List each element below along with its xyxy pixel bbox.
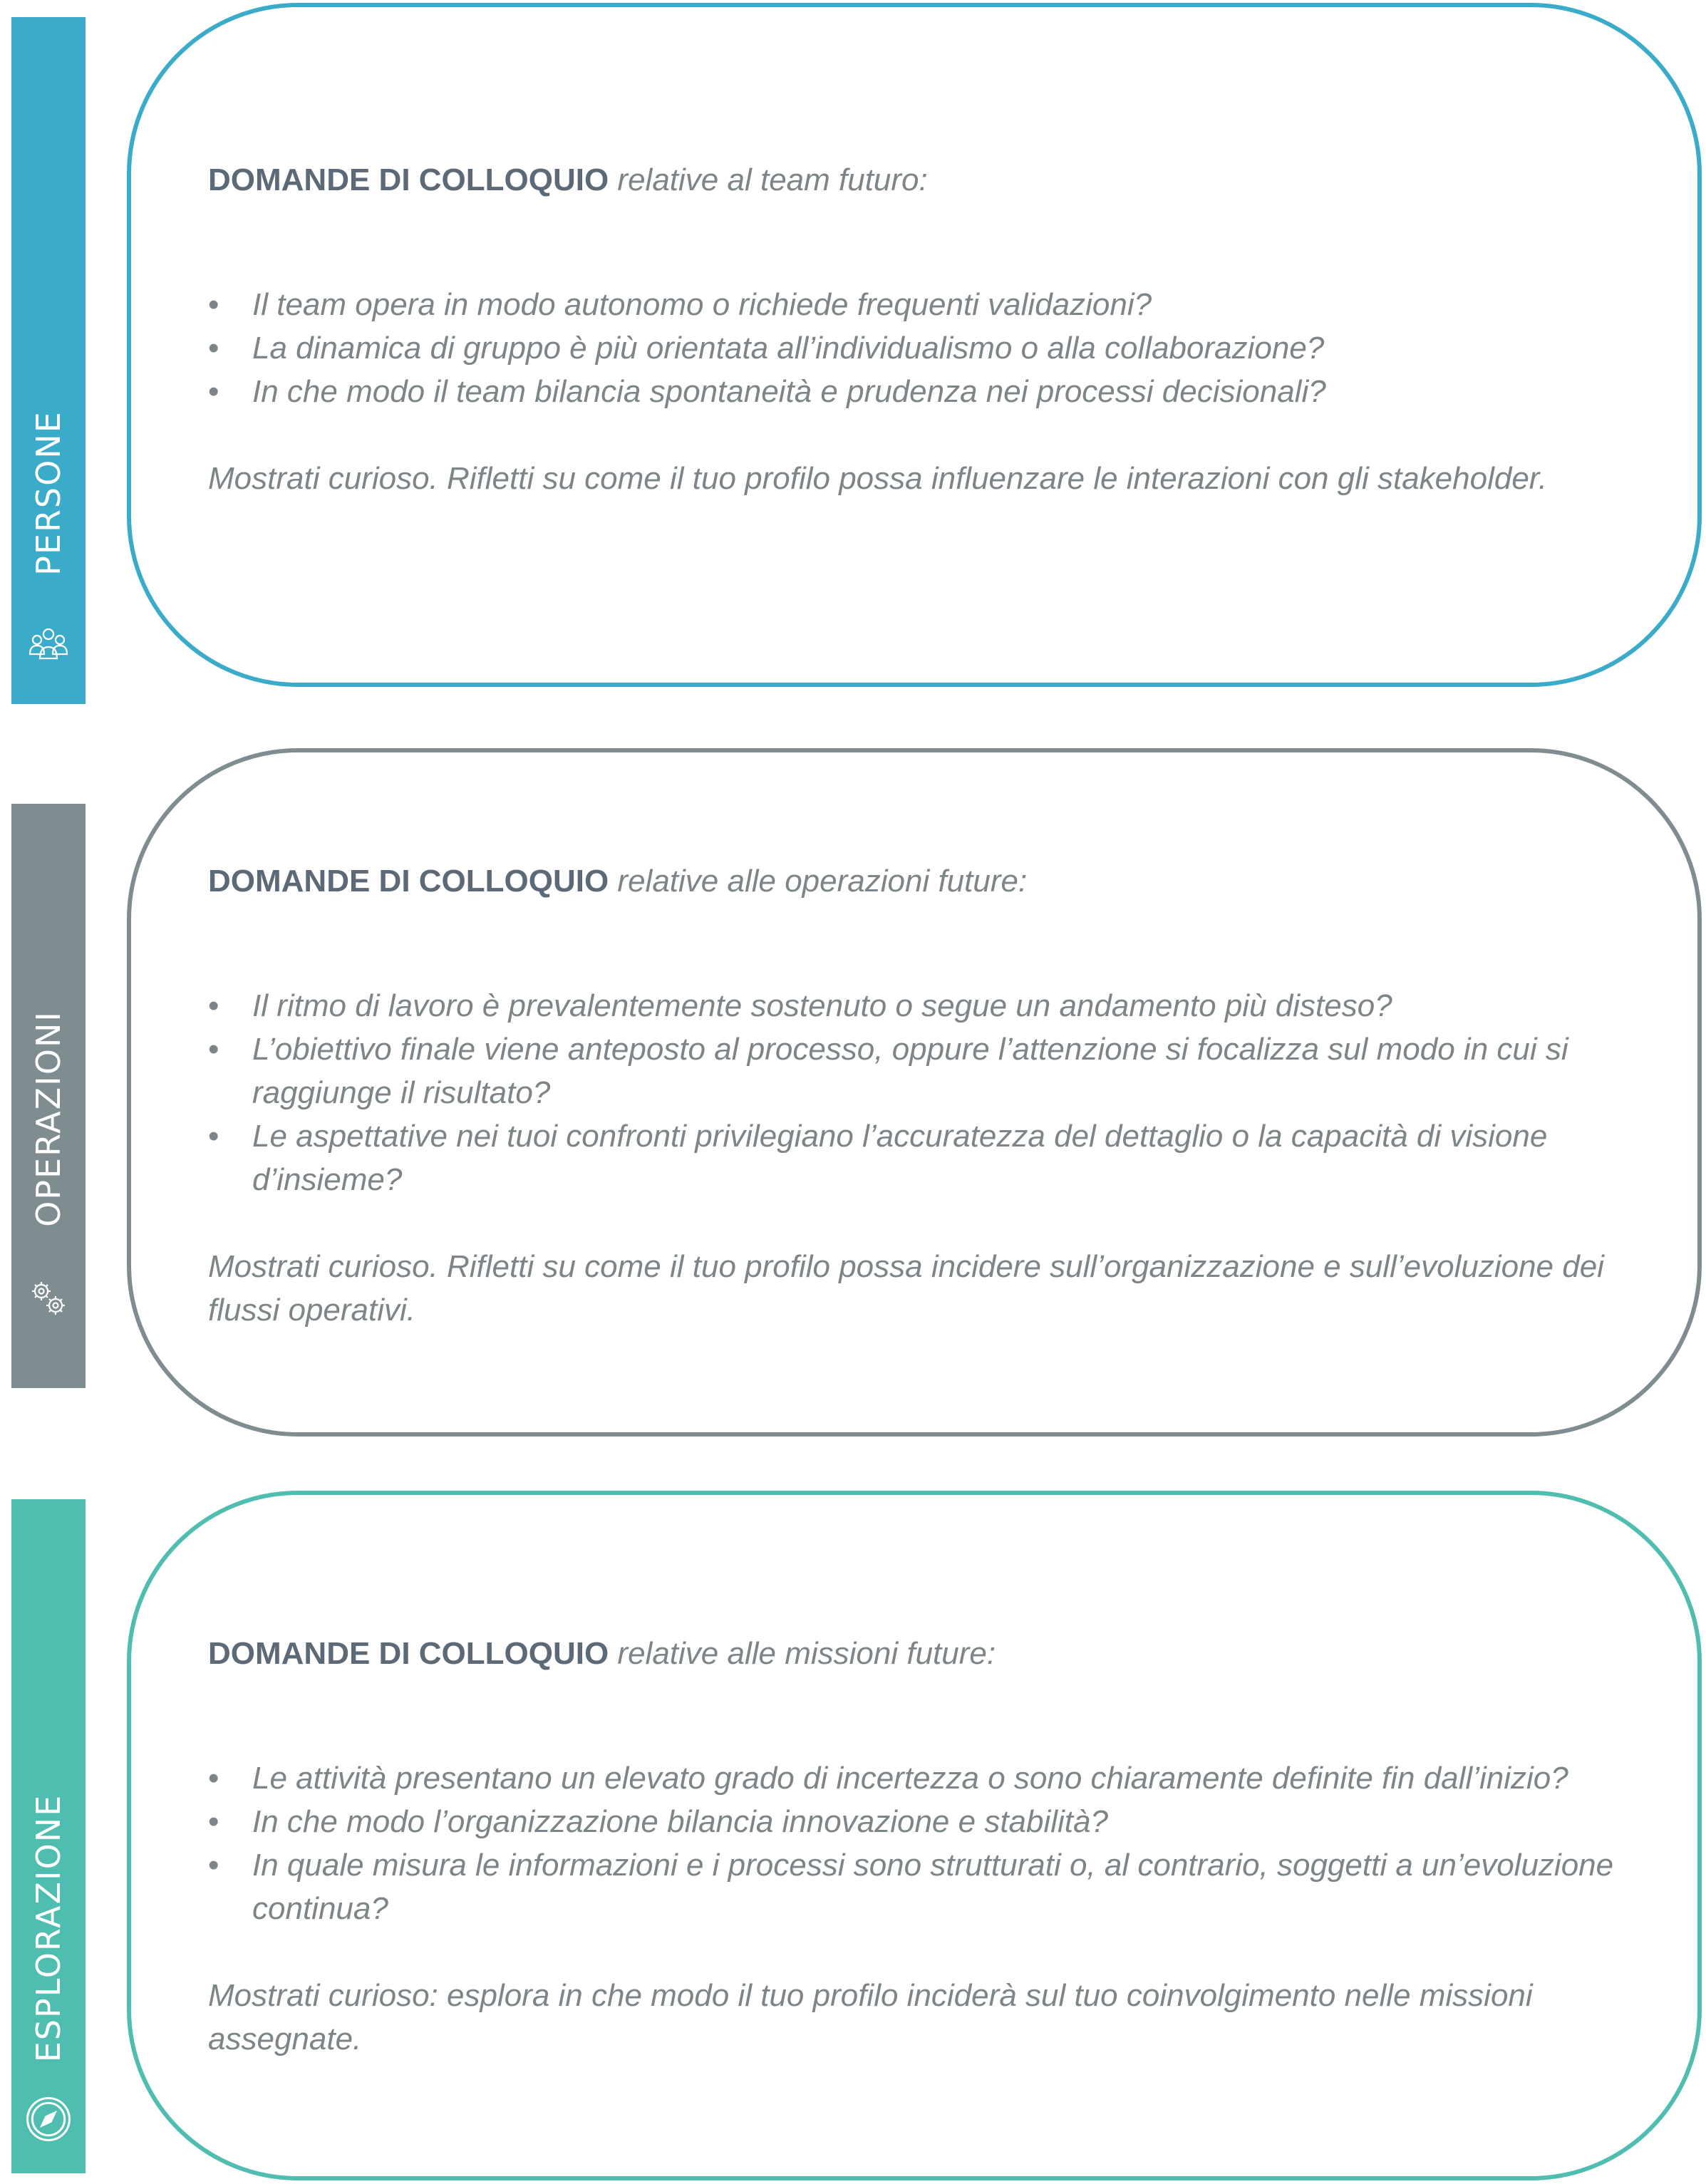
question-item: • Il team opera in modo autonomo o richiede frequenti validazioni?: [208, 287, 1152, 322]
tip-note: Mostrati curioso: esplora in che modo il tuo profilo inciderà sul tuo coinvolgimento nelle missioni assegnate.: [208, 1978, 1533, 2056]
sidebar-esplorazione: [11, 1499, 86, 2173]
question-item: • In che modo il team bilancia spontaneità e prudenza nei processi decisionali?: [208, 374, 1326, 409]
people-icon: [27, 621, 70, 664]
question-list: [208, 1756, 1619, 1930]
tip-note: Mostrati curioso. Rifletti su come il tuo profilo possa incidere sull’organizzazione e sull’evoluzione dei flussi operativi.: [208, 1249, 1604, 1328]
sidebar-label-esplorazione: ESPLORAZIONE: [29, 1794, 68, 2063]
heading-subtitle: relative alle missioni future:: [609, 1636, 996, 1671]
card-heading: [208, 158, 1619, 202]
card-persone: [127, 3, 1702, 687]
heading-bold: DOMANDE DI COLLOQUIO: [208, 1636, 609, 1671]
card-operazioni: [127, 748, 1702, 1437]
question-item: • In che modo l’organizzazione bilancia innovazione e stabilità?: [208, 1804, 1108, 1839]
sidebar-label-operazioni: OPERAZIONI: [29, 1010, 68, 1227]
sidebar-label-persone: PERSONE: [29, 410, 68, 576]
tip-note: Mostrati curioso. Rifletti su come il tuo profilo possa influenzare le interazioni con gli stakeholder.: [208, 461, 1548, 496]
card-esplorazione: [127, 1491, 1702, 2180]
card-heading: [208, 1632, 1619, 1675]
question-item: • Il ritmo di lavoro è prevalentemente sostenuto o segue un andamento più disteso?: [208, 988, 1392, 1023]
question-item: • L’obiettivo finale viene anteposto al processo, oppure l’attenzione si focalizza sul modo in cui si raggiunge il risultato?: [208, 1032, 1568, 1110]
question-list: [208, 984, 1619, 1201]
heading-subtitle: relative al team futuro:: [609, 162, 928, 197]
heading-bold: DOMANDE DI COLLOQUIO: [208, 162, 609, 197]
question-item: • Le aspettative nei tuoi confronti privilegiano l’accuratezza del dettaglio o la capacità di visione d’insieme?: [208, 1119, 1548, 1197]
sidebar-persone: [11, 17, 86, 704]
question-item: • In quale misura le informazioni e i processi sono strutturati o, al contrario, soggetti a un’evoluzione continua?: [208, 1848, 1614, 1926]
gears-icon: [27, 1277, 70, 1320]
question-item: • Le attività presentano un elevato grado di incertezza o sono chiaramente definite fin dall’inizio?: [208, 1761, 1568, 1796]
question-list: [208, 283, 1619, 413]
heading-bold: DOMANDE DI COLLOQUIO: [208, 864, 609, 899]
sidebar-operazioni: [11, 804, 86, 1388]
compass-icon: [24, 2095, 73, 2143]
heading-subtitle: relative alle operazioni future:: [609, 864, 1028, 899]
card-heading: [208, 859, 1619, 903]
question-item: • La dinamica di gruppo è più orientata all’individualismo o alla collaborazione?: [208, 331, 1325, 366]
